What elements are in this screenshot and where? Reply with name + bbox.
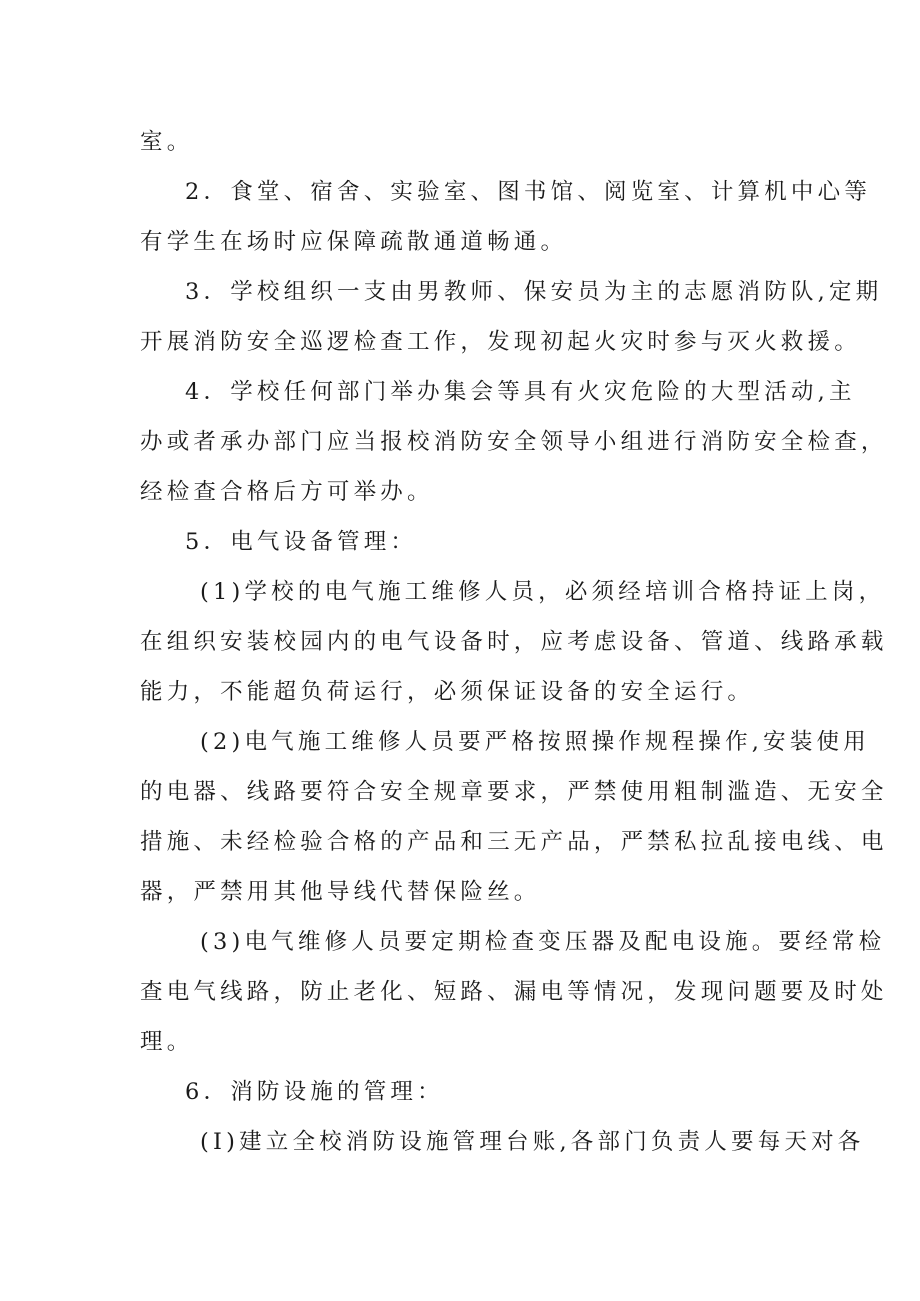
paragraph-4-line-2: 办或者承办部门应当报校消防安全领导小组进行消防安全检查， (140, 429, 888, 455)
paragraph-4-line-3: 经检查合格后方可举办。 (140, 479, 434, 505)
section-6-heading: 6．消防设施的管理： (185, 1079, 444, 1105)
item-1-line-2: 在组织安装校园内的电气设备时，应考虑设备、管道、线路承载 (140, 629, 888, 655)
item-3-line-2: 查电气线路，防止老化、短路、漏电等情况，发现问题要及时处 (140, 979, 888, 1005)
paragraph-2-line-2: 有学生在场时应保障疏散通道畅通。 (140, 229, 568, 255)
section-6-item-1-line-1: (I)建立全校消防设施管理台账,各部门负责人要每天对各 (200, 1129, 865, 1155)
item-1-line-1: (1)学校的电气施工维修人员，必须经培训合格持证上岗， (200, 579, 886, 605)
paragraph-3-line-1: 3．学校组织一支由男教师、保安员为主的志愿消防队,定期 (185, 279, 883, 305)
item-3-line-1: (3)电气维修人员要定期检查变压器及配电设施。要经常检 (200, 929, 886, 955)
section-5-heading: 5．电气设备管理： (185, 529, 418, 555)
item-2-line-3: 措施、未经检验合格的产品和三无产品，严禁私拉乱接电线、电 (140, 829, 888, 855)
item-2-line-4: 器，严禁用其他导线代替保险丝。 (140, 879, 541, 905)
paragraph-4-line-1: 4．学校任何部门举办集会等具有火灾危险的大型活动,主 (185, 379, 856, 405)
item-2-line-2: 的电器、线路要符合安全规章要求，严禁使用粗制滥造、无安全 (140, 779, 888, 805)
paragraph-2-line-1: 2．食堂、宿舍、实验室、图书馆、阅览室、计算机中心等 (185, 179, 872, 205)
item-3-line-3: 理。 (140, 1029, 194, 1055)
item-2-line-1: (2)电气施工维修人员要严格按照操作规程操作,安装使用 (200, 729, 870, 755)
text-line: 室。 (140, 129, 194, 155)
item-1-line-3: 能力，不能超负荷运行，必须保证设备的安全运行。 (140, 679, 755, 705)
paragraph-3-line-2: 开展消防安全巡逻检查工作，发现初起火灾时参与灭火救援。 (140, 329, 861, 355)
